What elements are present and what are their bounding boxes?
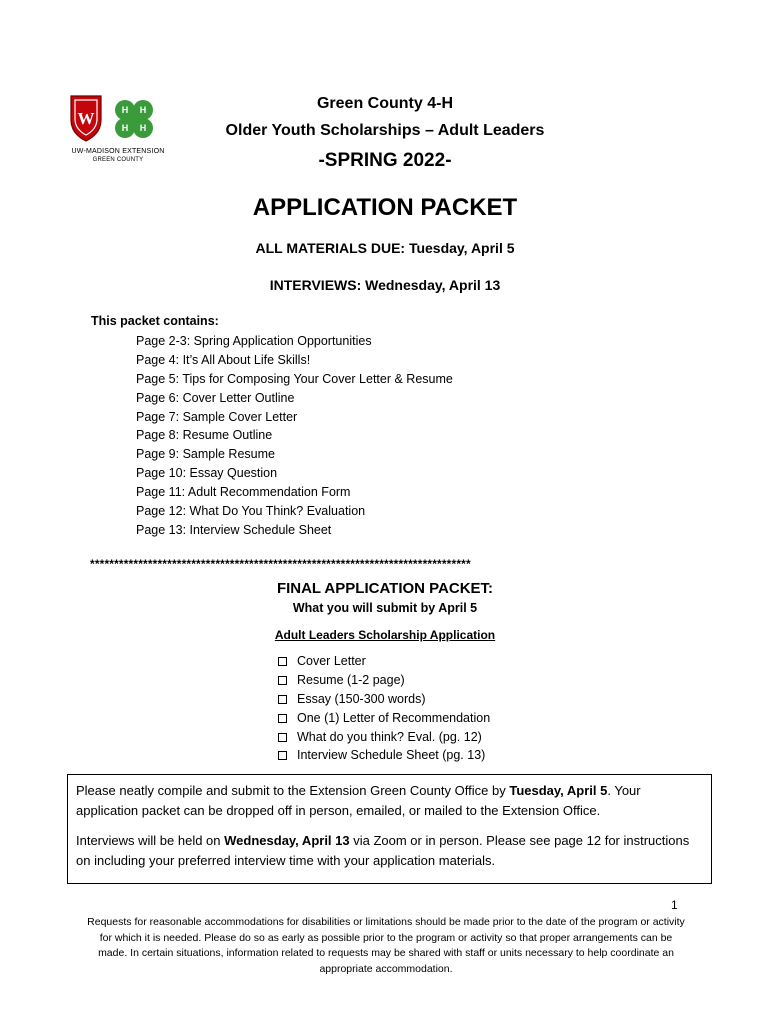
checkbox-icon — [278, 751, 287, 760]
checklist-item-label: Resume (1-2 page) — [297, 672, 405, 687]
page-number: 1 — [671, 898, 678, 912]
due-date: ALL MATERIALS DUE: Tuesday, April 5 — [255, 240, 515, 256]
header-line-2: Older Youth Scholarships – Adult Leaders — [225, 122, 545, 139]
list-item: Page 7: Sample Cover Letter — [136, 409, 298, 424]
final-packet-subtitle: What you will submit by April 5 — [292, 601, 478, 615]
checklist-item — [278, 746, 490, 765]
extension-name: UW-MADISON EXTENSION — [71, 148, 165, 155]
list-item: Page 5: Tips for Composing Your Cover Letter & Resume — [136, 371, 453, 386]
list-item: Page 8: Resume Outline — [136, 428, 273, 443]
notice-interview-date: Wednesday, April 13 — [224, 833, 350, 848]
list-item: Page 2-3: Spring Application Opportunities — [136, 334, 372, 348]
final-packet-title: FINAL APPLICATION PACKET: — [276, 580, 494, 597]
contents-label: This packet contains: — [91, 314, 219, 328]
submission-checklist — [278, 652, 490, 765]
interview-date: INTERVIEWS: Wednesday, April 13 — [269, 277, 501, 293]
checklist-item — [278, 728, 490, 747]
checklist-item — [278, 652, 490, 671]
svg-text:H: H — [139, 123, 147, 133]
checkbox-icon — [278, 733, 287, 742]
checklist-item-label: What do you think? Eval. (pg. 12) — [297, 729, 482, 744]
checklist-item — [278, 709, 490, 728]
accommodation-footer: Requests for reasonable accommodations for disabilities or limitations should be made prior to the date of the program or activity for which it is needed. Please do so as early as possible prior to the program or activity so that proper arrangements can be made. In certain situations, information related to requests may be shared with staff or units necessary to help coordinate an appropriate accommodation. — [87, 916, 685, 975]
svg-text:H: H — [121, 105, 129, 115]
notice-text: via Zoom or in person. Please see page 12 for instructions on including your preferred interview time with your application materials. — [76, 833, 690, 868]
submission-notice — [67, 774, 712, 884]
checklist-item — [278, 690, 490, 709]
checklist-item-label: Interview Schedule Sheet (pg. 13) — [297, 748, 486, 763]
list-item: Page 4: It’s All About Life Skills! — [136, 352, 311, 367]
list-item: Page 13: Interview Schedule Sheet — [136, 522, 332, 537]
notice-paragraph-1 — [76, 781, 703, 821]
notice-paragraph-2 — [76, 831, 703, 871]
list-item: Page 6: Cover Letter Outline — [136, 390, 295, 405]
application-title: Adult Leaders Scholarship Application — [274, 628, 496, 642]
season-heading: -SPRING 2022- — [318, 150, 452, 171]
checklist-item-label: Essay (150-300 words) — [297, 691, 426, 706]
star-divider: ******************************************************************************* — [90, 557, 471, 571]
checkbox-icon — [278, 676, 287, 685]
extension-county: GREEN COUNTY — [92, 157, 144, 163]
contents-list — [136, 332, 453, 540]
notice-text: Interviews will be held on — [76, 833, 225, 848]
notice-text: Please neatly compile and submit to the Extension Green County Office by — [76, 783, 510, 798]
checklist-item-label: One (1) Letter of Recommendation — [297, 710, 491, 725]
checkbox-icon — [278, 657, 287, 666]
notice-text: . Your application packet can be dropped off in person, emailed, or mailed to the Extension Office. — [76, 783, 641, 818]
list-item: Page 9: Sample Resume — [136, 447, 275, 462]
checklist-item — [278, 671, 490, 690]
svg-text:W: W — [77, 109, 95, 128]
list-item: Page 11: Adult Recommendation Form — [136, 485, 351, 500]
checklist-item-label: Cover Letter — [297, 654, 366, 668]
svg-text:H: H — [121, 123, 129, 133]
header-line-1: Green County 4-H — [316, 95, 453, 112]
notice-deadline: Tuesday, April 5 — [509, 783, 608, 798]
checkbox-icon — [278, 695, 287, 704]
list-item: Page 10: Essay Question — [136, 466, 278, 481]
list-item: Page 12: What Do You Think? Evaluation — [136, 504, 366, 519]
svg-text:H: H — [139, 105, 147, 115]
page-title: APPLICATION PACKET — [252, 194, 518, 221]
checkbox-icon — [278, 714, 287, 723]
